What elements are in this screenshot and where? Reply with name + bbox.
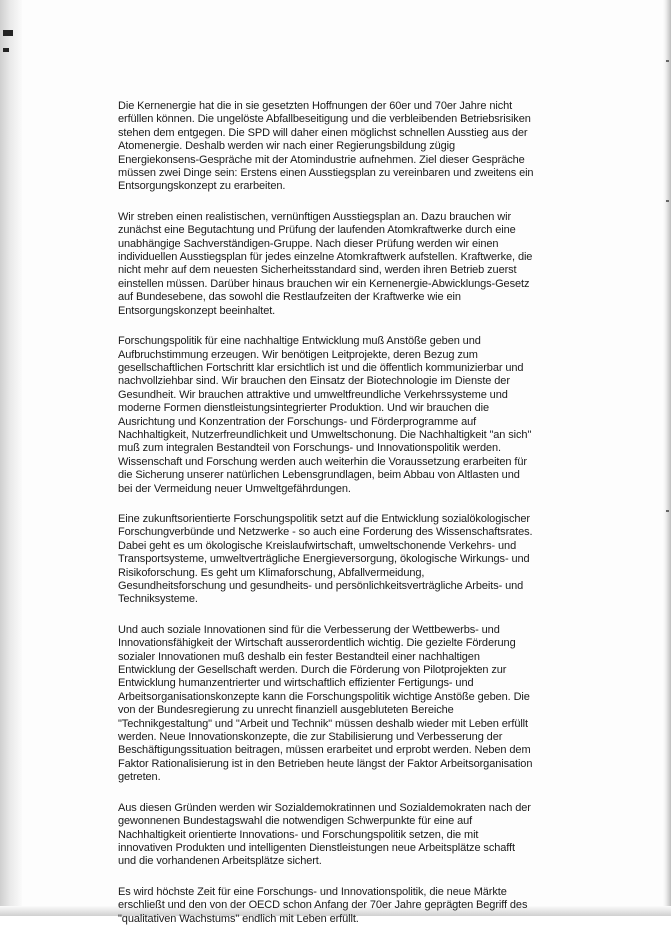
- scan-mark: [3, 48, 9, 52]
- text-line: Nachhaltigkeit, Nutzerfreundlichkeit und Umweltschonung. Die Nachhaltigkeit "an sich": [118, 428, 532, 441]
- paragraph-ausstiegsplan: [118, 211, 538, 318]
- paragraph-zukunftsorientiert: [118, 513, 538, 607]
- paragraph-forschungspolitik: [118, 335, 538, 496]
- paragraph-kernenergie: [118, 100, 538, 194]
- text-line: Gesundheitsforschung und gesundheits- und persönlichkeitsverträgliche Arbeits- und: [118, 580, 524, 592]
- text-line: Atomenergie. Deshalb werden wir nach einer Regierungsbildung zügig: [118, 140, 456, 153]
- text-line: Energiekonsens-Gespräche mit der Atomindustrie aufnehmen. Ziel dieser Gespräche: [118, 153, 525, 166]
- text-line: Wir streben einen realistischen, vernünftigen Ausstiegsplan an. Dazu brauchen wir: [118, 210, 512, 223]
- text-line: von der Bundesregierung zu unrecht finanziell ausgebluteten Bereiche: [118, 704, 454, 717]
- text-line: müssen zwei Dinge sein: Erstens einen Ausstiegsplan zu vereinbaren und zweitens ein: [118, 167, 534, 180]
- text-line: erschließt und den von der OECD schon Anfang der 70er Jahre geprägten Begriff des: [118, 899, 528, 912]
- text-line: unabhängige Sachverständigen-Gruppe. Nach dieser Prüfung werden wir einen: [118, 237, 499, 250]
- text-line: bei der Vermeidung neuer Umweltgefährdungen.: [118, 482, 351, 495]
- scan-mark: [666, 200, 669, 202]
- scan-mark: [3, 30, 13, 36]
- text-line: Risikoforschung. Es geht um Klimaforschung, Abfallvermeidung,: [118, 566, 425, 579]
- text-line: Es wird höchste Zeit für eine Forschungs- und Innovationspolitik, die neue Märkte: [118, 885, 507, 898]
- text-line: Techniksysteme.: [118, 593, 198, 606]
- text-line: stehen dem entgegen. Die SPD will daher einen möglichst schnellen Ausstieg aus der: [118, 126, 528, 139]
- text-line: Ausrichtung und Konzentration der Forschungs- und Förderprogramme auf: [118, 415, 477, 428]
- text-line: auf Bundesebene, das sowohl die Restlaufzeiten der Kraftwerke wie ein: [118, 291, 461, 304]
- text-line: gesellschaftlichen Fortschritt klar ersichtlich ist und die öffentlich kommunizierbar und: [118, 361, 524, 374]
- text-line: Forschungspolitik für eine nachhaltige Entwicklung muß Anstöße geben und: [118, 335, 481, 348]
- text-line: Beschäftigungssituation beitragen, müssen erarbeitet und erprobt werden. Neben dem: [118, 744, 531, 757]
- text-line: nachvollziehbar sind. Wir brauchen den Einsatz der Biotechnologie im Dienste der: [118, 375, 510, 388]
- text-line: Nachhaltigkeit orientierte Innovations- und Forschungspolitik setzen, die mit: [118, 828, 479, 841]
- text-line: und die vorhandenen Arbeitsplätze sichert.: [118, 855, 322, 868]
- text-line: moderne Formen dienstleistungsintegrierter Produktion. Und wir brauchen die: [118, 402, 489, 415]
- text-line: Die Kernenergie hat die in sie gesetzten Hoffnungen der 60er und 70er Jahre nicht: [118, 100, 513, 112]
- text-line: Eine zukunftsorientierte Forschungspolitik setzt auf die Entwicklung sozialökologischer: [118, 512, 530, 525]
- text-line: individuellen Ausstiegsplan für jedes einzelne Atomkraftwerk aufstellen. Kraftwerke, die: [118, 251, 533, 264]
- paragraph-hoechste-zeit: [118, 886, 538, 926]
- text-line: Entwicklung humanzentrierter und wirtschaftlich effizienter Fertigungs- und: [118, 677, 474, 690]
- text-line: Forschungverbünde und Netzwerke - so auch eine Forderung des Wissenschaftsrates.: [118, 526, 533, 539]
- text-line: Entsorgungskonzept beeinhaltet.: [118, 304, 276, 317]
- text-line: Transportsysteme, umweltverträgliche Energieversorgung, ökologische Wirkungs- und: [118, 553, 530, 566]
- text-line: Wissenschaft und Forschung werden auch weiterhin die Voraussetzung erarbeiten für: [118, 455, 527, 468]
- text-line: Aus diesen Gründen werden wir Sozialdemokratinnen und Sozialdemokraten nach der: [118, 801, 531, 814]
- paragraph-soziale-innovationen: [118, 624, 538, 785]
- text-line: muß zum integralen Bestandteil von Forschungs- und Innovationspolitik werden.: [118, 442, 502, 455]
- scan-left-edge: [0, 0, 22, 916]
- text-line: werden. Neue Innovationskonzepte, die zur Stabilisierung und Verbesserung der: [118, 731, 503, 744]
- scan-mark: [666, 60, 669, 62]
- text-line: innovativen Produkten und intelligenten Dienstleistungen neue Arbeitsplätze schafft: [118, 841, 515, 854]
- text-line: einstellen müssen. Darüber hinaus brauchen wir ein Kernenergie-Abwicklungs-Gesetz: [118, 277, 530, 290]
- text-line: getreten.: [118, 771, 161, 784]
- text-line: "Technikgestaltung" und "Arbeit und Technik" müssen deshalb wieder mit Leben erfüllt: [118, 717, 528, 730]
- text-line: sozialer Innovationen muß deshalb ein fester Bestandteil einer nachhaltigen: [118, 650, 480, 663]
- text-line: erfüllen können. Die ungelöste Abfallbeseitigung und die verbleibenden Betriebsrisiken: [118, 113, 531, 126]
- text-line: Dabei geht es um ökologische Kreislaufwirtschaft, umweltschonende Verkehrs- und: [118, 539, 517, 552]
- text-line: Aufbruchstimmung erzeugen. Wir benötigen Leitprojekte, deren Bezug zum: [118, 348, 478, 361]
- text-line: nicht mehr auf dem neuesten Sicherheitsstandard sind, werden ihren Betrieb zuerst: [118, 264, 517, 277]
- paragraph-gruende: [118, 802, 538, 869]
- text-line: gewonnenen Bundestagswahl die notwendigen Schwerpunkte für eine auf: [118, 815, 473, 828]
- scan-mark: [666, 510, 669, 512]
- text-line: Innovationsfähigkeit der Wirtschaft ausserordentlich wichtig. Die gezielte Förderung: [118, 637, 516, 650]
- document-body: [118, 100, 538, 943]
- text-line: Gesundheit. Wir brauchen attraktive und umweltfreundliche Verkehrssysteme und: [118, 388, 508, 401]
- text-line: zunächst eine Begutachtung und Prüfung der laufenden Atomkraftwerke durch eine: [118, 224, 516, 237]
- scan-right-edge: [663, 0, 671, 916]
- text-line: Faktor Rationalisierung ist in den Betrieben heute längst der Faktor Arbeitsorganisation: [118, 757, 533, 770]
- text-line: Arbeitsorganisationskonzepte kann die Forschungspolitik wichtige Anstöße geben. Die: [118, 690, 530, 703]
- text-line: die Sicherung unserer natürlichen Lebensgrundlagen, beim Abbau von Altlasten und: [118, 469, 520, 482]
- text-line: Entsorgungskonzept zu erarbeiten.: [118, 180, 286, 193]
- text-line: Entwicklung der Gesellschaft werden. Durch die Förderung von Pilotprojekten zur: [118, 664, 507, 677]
- text-line: "qualitativen Wachstums" endlich mit Leben erfüllt.: [118, 912, 359, 925]
- text-line: Und auch soziale Innovationen sind für die Verbesserung der Wettbewerbs- und: [118, 623, 500, 636]
